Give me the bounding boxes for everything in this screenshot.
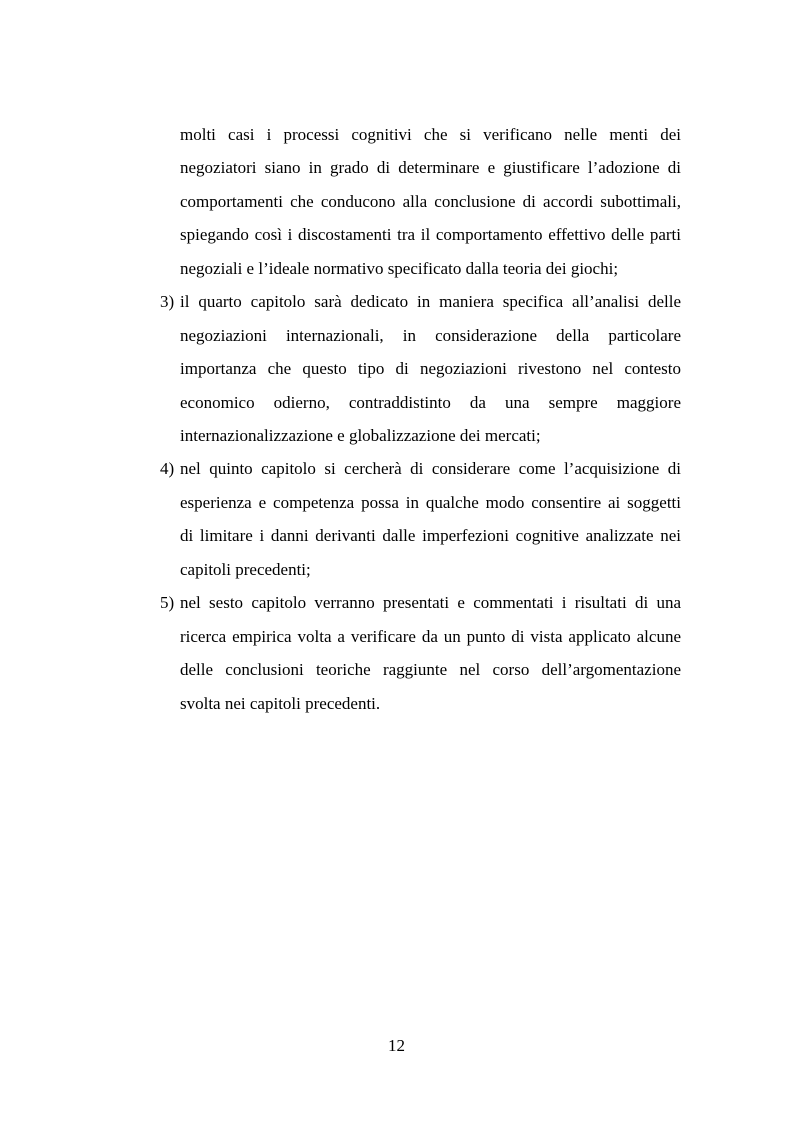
text-line: internazionalizzazione e globalizzazione dei mercati; bbox=[180, 426, 541, 445]
text-line: spiegando così i discostamenti tra il comportamento effettivo delle parti bbox=[180, 225, 681, 244]
page-number: 12 bbox=[388, 1036, 405, 1055]
text-line: importanza che questo tipo di negoziazioni rivestono nel contesto bbox=[180, 359, 681, 378]
text-line: economico odierno, contraddistinto da una sempre maggiore bbox=[180, 393, 681, 412]
text-line: molti casi i processi cognitivi che si verificano nelle menti dei bbox=[180, 125, 681, 144]
text-line: nel sesto capitolo verranno presentati e commentati i risultati di una bbox=[180, 593, 681, 612]
list-item-number: 4) bbox=[160, 459, 175, 478]
text-line: di limitare i danni derivanti dalle imperfezioni cognitive analizzate nei bbox=[180, 526, 681, 545]
text-line: capitoli precedenti; bbox=[180, 560, 311, 579]
text-line: negoziatori siano in grado di determinare e giustificare l’adozione di bbox=[180, 158, 681, 177]
text-line: svolta nei capitoli precedenti. bbox=[180, 694, 381, 713]
list-item-number: 5) bbox=[160, 593, 175, 612]
text-line: delle conclusioni teoriche raggiunte nel corso dell’argomentazione bbox=[180, 660, 681, 679]
text-line: il quarto capitolo sarà dedicato in maniera specifica all’analisi delle bbox=[180, 292, 681, 311]
text-line: negoziali e l’ideale normativo specificato dalla teoria dei giochi; bbox=[180, 259, 619, 278]
text-line: comportamenti che conducono alla conclusione di accordi subottimali, bbox=[180, 192, 681, 211]
text-line: nel quinto capitolo si cercherà di considerare come l’acquisizione di bbox=[180, 459, 681, 478]
text-line: negoziazioni internazionali, in considerazione della particolare bbox=[180, 326, 681, 345]
text-line: ricerca empirica volta a verificare da un punto di vista applicato alcune bbox=[180, 627, 681, 646]
text-line: esperienza e competenza possa in qualche modo consentire ai soggetti bbox=[180, 493, 681, 512]
list-item-number: 3) bbox=[160, 292, 175, 311]
